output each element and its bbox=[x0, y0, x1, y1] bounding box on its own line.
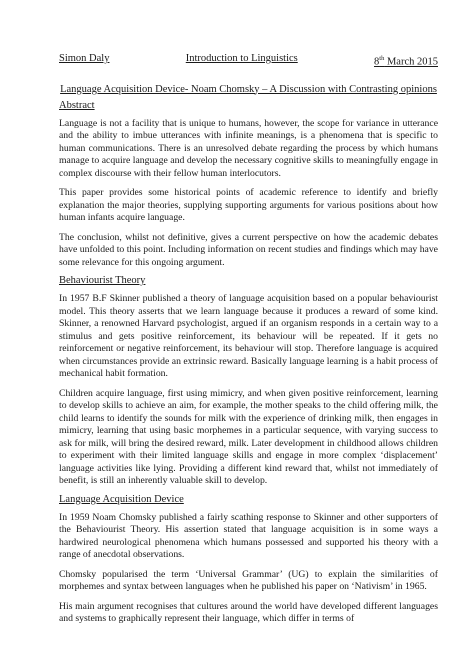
section-heading-lad: Language Acquisition Device bbox=[59, 493, 184, 505]
date-day: 8 bbox=[374, 56, 380, 68]
date-month-year: March 2015 bbox=[384, 56, 438, 68]
paragraph: Children acquire language, first using mimicry, and when given positive reinforcement, learning to develop skills to achieve an aim, for example, the mother speaks to the child offering milk, the child learns to identify the sounds for milk with the experience of drinking milk, then engages in mimicry, learning that using basic morphemes in a particular sequence, with varying success to ask for milk, will bring the desired reward, milk. Later development in childhood allows children to experiment with their limited language skills and engage in more complex ‘displacement’ language activities like lying. Providing a different kind reward that, whilst not immediately of benefit, is still an inherently valuable skill to develop. bbox=[59, 387, 438, 486]
paragraph: In 1957 B.F Skinner published a theory of language acquisition based on a popular behaviourist model. This theory asserts that we learn language because it produces a reward of some kind. Skinner, a renowned Harvard psychologist, argued if an organism responds in a certain way to a stimulus and gets positive reinforcement, its behaviour will be repeated. If it gets no reinforcement or negative reinforcement, its behaviour will stop. Therefore language is acquired when circumstances provide an extrinsic reward. Basically language learning is a habit process of mechanical habit formation. bbox=[59, 293, 438, 379]
paragraph: The conclusion, whilst not definitive, gives a current perspective on how the academic debates have unfolded to this point. Including information on recent studies and findings which may have some relevance for this ongoing argument. bbox=[59, 231, 438, 268]
course-name: Introduction to Linguistics bbox=[185, 53, 298, 64]
document-title: Language Acquisition Device- Noam Chomsky – A Discussion with Contrasting opinions bbox=[60, 83, 437, 95]
section-heading-behaviourist: Behaviourist Theory bbox=[59, 275, 146, 286]
paragraph: Chomsky popularised the term ‘Universal Grammar’ (UG) to explain the similarities of morphemes and syntax between languages when he published his paper on ‘Nativism’ in 1965. bbox=[59, 568, 438, 592]
page-header bbox=[59, 52, 438, 69]
author-name: Simon Daly bbox=[59, 53, 110, 64]
paragraph: His main argument recognises that cultures around the world have developed different languages and systems to graphically represent their language, which differ in terms of bbox=[59, 600, 438, 624]
date-suffix: th bbox=[379, 55, 385, 62]
section-heading-abstract: Abstract bbox=[59, 99, 95, 111]
paragraph: Language is not a facility that is unique to humans, however, the scope for variance in utterance and the ability to imbue utterances with infinite meanings, is a phenomena that is specific to human communications. There is an unresolved debate regarding the process by which humans manage to acquire language and develop the necessary cognitive skills to meaningfully engage in complex discourse with their fellow human interlocutors. bbox=[59, 117, 438, 179]
document-date bbox=[374, 52, 438, 69]
paragraph: In 1959 Noam Chomsky published a fairly scathing response to Skinner and other supporters of the Behaviourist Theory. His assertion stated that language acquisition is in some ways a hardwired neurological phenomena which humans possessed and supported his theory with a range of anecdotal observations. bbox=[59, 511, 438, 560]
paragraph: This paper provides some historical points of academic reference to identify and briefly explanation the major theories, supplying supporting arguments for various positions about how human infants acquire language. bbox=[59, 187, 438, 223]
